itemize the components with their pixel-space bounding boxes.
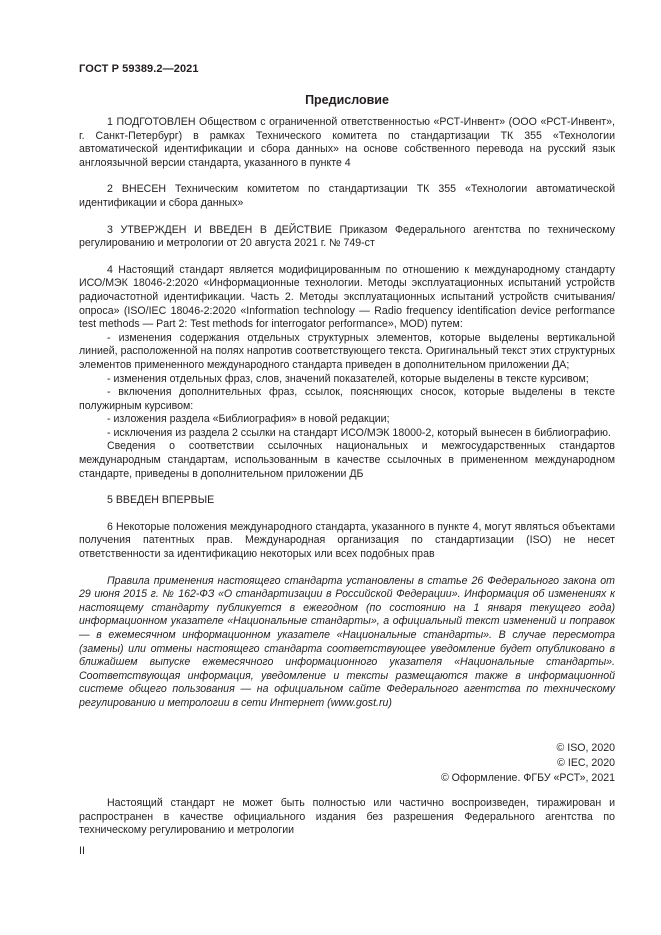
- modification-list: [79, 332, 615, 441]
- copyright-block: [79, 741, 615, 786]
- copyright-iec: © IEC, 2020: [557, 757, 615, 769]
- list-item: - изменения содержания отдельных структурных элементов, которые выделены вертикальной линией, расположенной на полях напротив соответствующего текста. Оригинальный текст этих структурных элементов примененного международного стандарта приведен в дополнительном приложении ДА;: [79, 332, 615, 373]
- paragraph-5-first-introduced: 5 ВВЕДЕН ВПЕРВЫЕ: [107, 494, 215, 507]
- paragraph-6-patent-rights: 6 Некоторые положения международного стандарта, указанного в пункте 4, могут являться объектами получения патентных прав. Международная организация по стандартизации (ISO) не несет ответственности за идентификацию некоторых или всех подобных прав: [79, 520, 615, 561]
- list-item: - исключения из раздела 2 ссылки на стандарт ИСО/МЭК 18000-2, который вынесен в библиографию.: [79, 427, 615, 441]
- copyright-rst: © Оформление. ФГБУ «РСТ», 2021: [440, 772, 615, 784]
- foreword-content: [79, 116, 615, 711]
- paragraph-3-approved: 3 УТВЕРЖДЕН И ВВЕДЕН В ДЕЙСТВИЕ Приказом Федерального агентства по техническому регулированию и метрологии от 20 августа 2021 г. № 749-ст: [79, 223, 615, 250]
- reproduction-notice: Настоящий стандарт не может быть полностью или частично воспроизведен, тиражирован и распространен в качестве официального издания без разрешения Федерального агентства по техническому регулированию и метрологии: [79, 797, 615, 837]
- list-item: - изложения раздела «Библиография» в новой редакции;: [79, 413, 615, 427]
- page-number: II: [79, 845, 85, 857]
- paragraph-4-modified: 4 Настоящий стандарт является модифицированным по отношению к международному стандарту ИСО/МЭК 18046-2:2020 «Информационные технологии. Методы эксплуатационных испытаний устройств радиочастотной идентификации. Часть 2. Методы эксплуатационных испытаний устройств считывания/опроса» (ISO/IEC 18046-2:2020 «Information technology — Radio frequency identification device performance test methods — Part 2: Test methods for interrogator performance», MOD) путем:: [79, 263, 615, 331]
- document-code-header: ГОСТ Р 59389.2—2021: [79, 63, 199, 75]
- copyright-iso: © ISO, 2020: [556, 742, 615, 754]
- section-title: Предисловие: [305, 93, 389, 107]
- rules-of-application-notice: Правила применения настоящего стандарта установлены в статье 26 Федерального закона от 29 июня 2015 г. № 162-ФЗ «О стандартизации в Российской Федерации». Информация об изменениях к настоящему стандарту публикуется в ежегодном (по состоянию на 1 января текущего года) информационном указателе «Национальные стандарты», а официальный текст изменений и поправок — в ежемесячном информационном указателе «Национальные стандарты». В случае пересмотра (замены) или отмены настоящего стандарта соответствующее уведомление будет опубликовано в ближайшем выпуске ежемесячного информационного указателя «Национальные стандарты». Соответствующая информация, уведомление и тексты размещаются также в информационной системе общего пользования — на официальном сайте Федерального агентства по техническому регулированию и метрологии в сети Интернет (www.gost.ru): [79, 574, 615, 709]
- list-item: - изменения отдельных фраз, слов, значений показателей, которые выделены в тексте курсивом;: [79, 373, 615, 387]
- paragraph-2-submitted: 2 ВНЕСЕН Техническим комитетом по стандартизации ТК 355 «Технологии автоматической идентификации и сбора данных»: [79, 183, 615, 209]
- list-item: - включения дополнительных фраз, ссылок, поясняющих сносок, которые выделены в тексте полужирным курсивом:: [79, 386, 615, 413]
- paragraph-4-references-note: Сведения о соответствии ссылочных национальных и межгосударственных стандартов международным стандартам, использованным в качестве ссылочных в примененном международном стандарте, приведены в дополнительном приложении ДБ: [79, 440, 615, 480]
- paragraph-1-prepared: 1 ПОДГОТОВЛЕН Обществом с ограниченной ответственностью «РСТ-Инвент» (ООО «РСТ-Инвент», г. Санкт-Петербург) в рамках Технического комитета по стандартизации ТК 355 «Технологии автоматической идентификации и сбора данных» на основе собственного перевода на русский язык англоязычной версии стандарта, указанного в пункте 4: [79, 116, 615, 169]
